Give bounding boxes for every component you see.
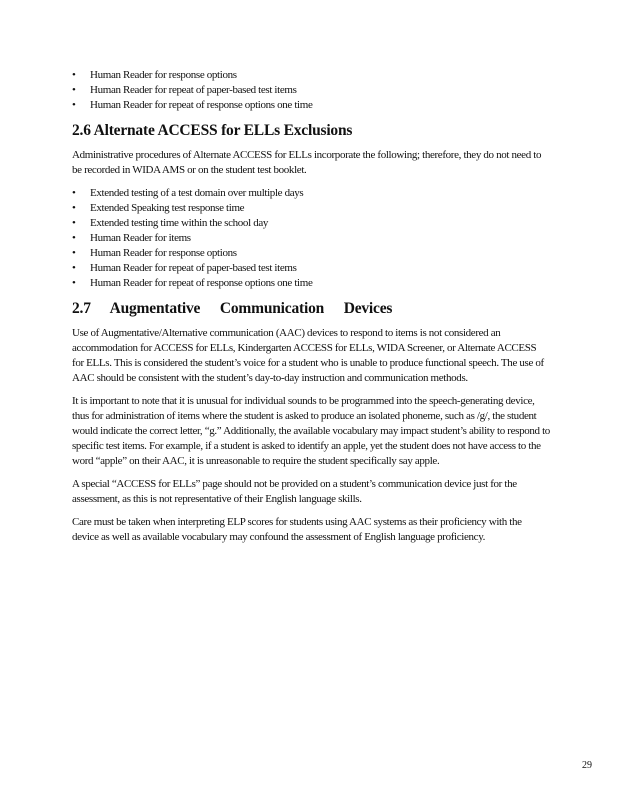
top-bullet-list: [72, 68, 550, 113]
section-heading-2-6: 2.6 Alternate ACCESS for ELLs Exclusions: [72, 122, 353, 139]
section-2-7-paragraph: Care must be taken when interpreting ELP scores for students using AAC systems as their proficiency with the device as well as available vocabulary may confound the assessment of English language proficiency.: [72, 516, 522, 543]
page-content: [72, 68, 550, 553]
list-item: • Extended Speaking test response time: [72, 202, 245, 214]
list-item: • Human Reader for repeat of response options one time: [72, 277, 313, 289]
page-number: 29: [582, 760, 592, 771]
list-item: • Human Reader for items: [72, 232, 191, 244]
list-item: • Extended testing time within the school day: [72, 217, 269, 229]
list-item: • Human Reader for response options: [72, 69, 237, 81]
list-item: • Human Reader for repeat of response options one time: [72, 99, 313, 111]
section-2-7-paragraph: It is important to note that it is unusual for individual sounds to be programmed into the speech-generating device, thus for administration of items where the student is asked to produce an isolated phoneme, such as /g/, the student would indicate the correct letter, “g.” Additionally, the available vocabulary may impact student’s ability to respond to specific test items. For example, if a student is asked to identify an apple, yet the student does not have access to the word “apple” on their AAC, it is unreasonable to require the student specifically say apple.: [72, 395, 550, 467]
section-2-7-paragraph: A special “ACCESS for ELLs” page should not be provided on a student’s communication device just for the assessment, as this is not representative of their English language skills.: [72, 478, 517, 505]
section-heading-2-7: 2.7 Augmentative Communication Devices: [72, 300, 393, 317]
section-2-7-paragraph: Use of Augmentative/Alternative communication (AAC) devices to respond to items is not considered an accommodation for ACCESS for ELLs, Kindergarten ACCESS for ELLs, WIDA Screener, or Alternate ACCESS for ELLs. This is considered the student’s voice for a student who is unable to produce functional speech. The use of AAC should be consistent with the student’s day-to-day instruction and communication methods.: [72, 327, 544, 384]
list-item: • Human Reader for response options: [72, 247, 237, 259]
list-item: • Extended testing of a test domain over multiple days: [72, 187, 304, 199]
list-item: • Human Reader for repeat of paper-based test items: [72, 262, 297, 274]
exclusions-bullet-list: [72, 186, 550, 291]
list-item: • Human Reader for repeat of paper-based test items: [72, 84, 297, 96]
section-2-6-intro: Administrative procedures of Alternate ACCESS for ELLs incorporate the following; therefore, they do not need to be recorded in WIDA AMS or on the student test booklet.: [72, 149, 542, 176]
